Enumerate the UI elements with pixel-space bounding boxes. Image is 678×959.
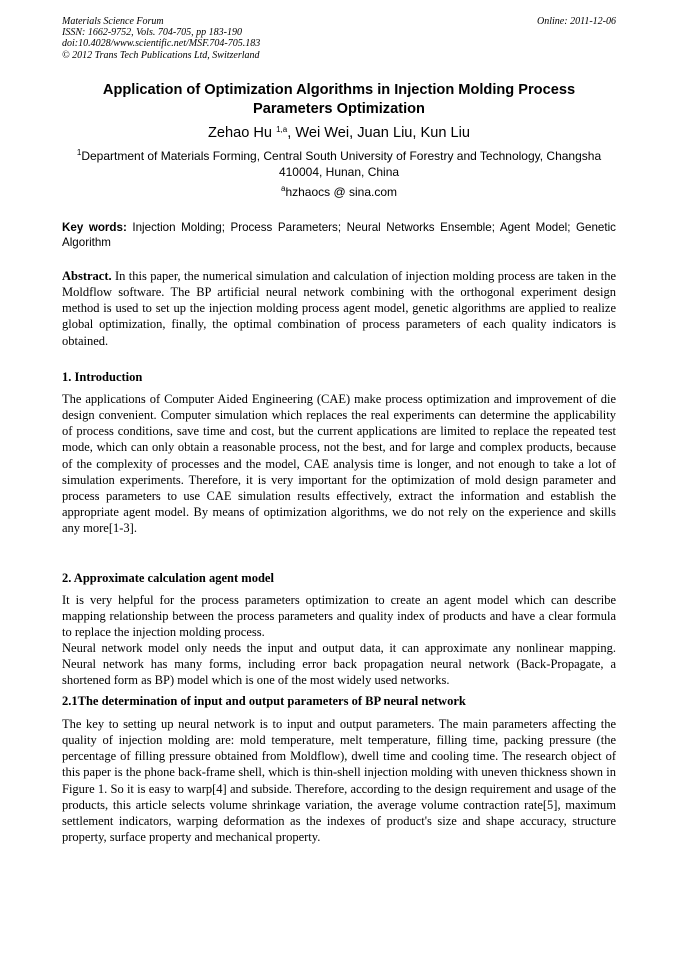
section-heading-agent-model: 2. Approximate calculation agent model: [62, 571, 274, 585]
author-email: [62, 184, 616, 200]
doi-line: doi:10.4028/www.scientific.net/MSF.704-705.183: [62, 38, 261, 50]
author-list: [62, 124, 616, 142]
agent-model-paragraph-2: Neural network model only needs the input and output data, it can approximate any nonlinear mapping. Neural network has many forms, including error back propagation neural network (Back-Propagate, a shortened form as BP) model which is one of the most widely used networks.: [62, 641, 616, 688]
journal-name: Materials Science Forum: [62, 16, 164, 27]
other-authors: , Wei Wei, Juan Liu, Kun Liu: [287, 125, 471, 141]
email-sup: a: [280, 184, 286, 193]
keywords-label: Key words:: [62, 221, 127, 234]
bp-parameters-paragraph: The key to setting up neural network is to input and output parameters. The main parameters affecting the quality of injection molding are: mold temperature, melt temperature, filling time, packing pressure (the percentage of filling pressure obtained from Moldflow), dwell time and cooling time. The research object of this paper is the phone back-frame shell, which is thin-shell injection molding with uneven thickness shown in Figure 1. So it is easy to warp[4] and subside. Therefore, according to the design requirement and usage of the products, this article selects volume shrinkage variation, the average volume contraction rate[5], maximum settlement indicators, warping deformation as the indexes of product's size and shape accuracy, structure property, surface property and mechanical property.: [62, 717, 616, 845]
email-text: hzhaocs @ sina.com: [285, 185, 397, 199]
keywords-text: Injection Molding; Process Parameters; Neural Networks Ensemble; Agent Model; Genetic Algorithm: [62, 221, 616, 250]
abstract-label: Abstract.: [62, 269, 112, 283]
online-date: Online: 2011-12-06: [537, 16, 616, 27]
agent-model-paragraph-1: It is very helpful for the process parameters optimization to create an agent model which can describe mapping relationship between the process parameters and quality index of products and have a clear formula to replace the injection molding process.: [62, 593, 616, 640]
abstract: [62, 268, 616, 349]
journal-header: [62, 16, 616, 61]
paper-title: Application of Optimization Algorithms in Injection Molding Process Parameters Optimization: [102, 82, 576, 117]
first-author-sup: 1,a: [276, 125, 288, 134]
section-heading-introduction: 1. Introduction: [62, 370, 143, 384]
abstract-text: In this paper, the numerical simulation and calculation of injection molding process are taken in the Moldflow software. The BP artificial neural network combining with the orthogonal experiment design method is used to set up the injection molding process agent model, genetic algorithms are applied to realize global optimization, finally, the optimal combination of process parameters of each quality indicators is obtained.: [62, 269, 617, 348]
issn-line: ISSN: 1662-9752, Vols. 704-705, pp 183-190: [62, 27, 242, 39]
affiliation: [62, 148, 616, 180]
keywords: [62, 220, 616, 250]
subsection-heading-bp-parameters: 2.1The determination of input and output parameters of BP neural network: [62, 694, 466, 708]
affiliation-text: Department of Materials Forming, Central South University of Forestry and Technology, Changsha 410004, Hunan, China: [81, 149, 602, 179]
introduction-paragraph: The applications of Computer Aided Engineering (CAE) make process optimization and improvement of die design convenient. Computer simulation which replaces the real experiments can determine the applicability of process conditions, save time and cost, but the current applications are limited to replace the repeated test mode, which can only obtain a reasonable process, not the best, and for large and complex products, because of the complexity of processes and the model, CAE analysis time is longer, and not enough to take a lot of simulation experiments. Therefore, it is very important for the optimization of mold design parameter and process parameters to use CAE simulation results effectively, extract the information and establish the appropriate agent model. By means of optimization algorithms, we do not rely on the experience and skills any more[1-3].: [62, 392, 616, 536]
copyright-line: © 2012 Trans Tech Publications Ltd, Switzerland: [62, 49, 260, 61]
affiliation-sup: 1: [76, 148, 82, 157]
first-author: Zehao Hu: [207, 125, 273, 141]
